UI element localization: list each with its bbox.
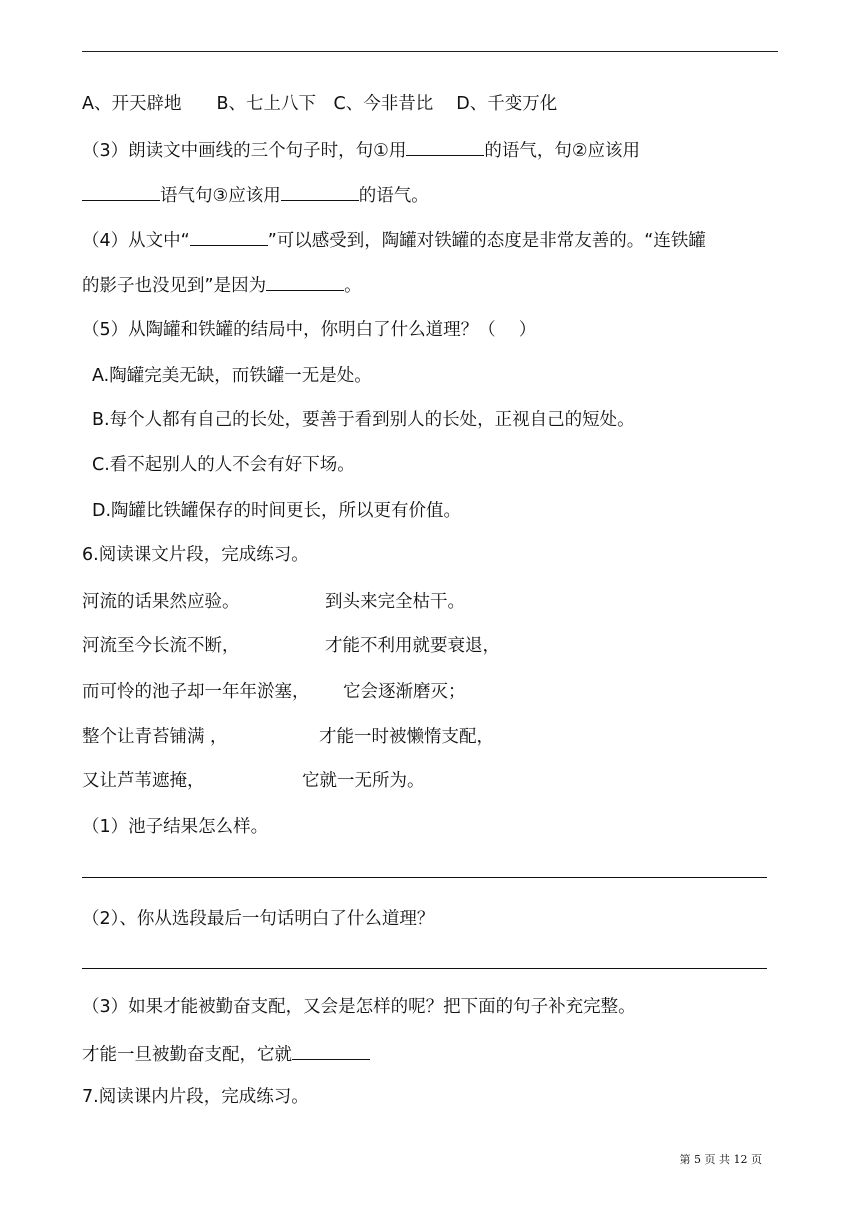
page-footer <box>0 1151 762 1167</box>
q4-blank-2[interactable] <box>266 272 344 291</box>
q4-suffix: 。 <box>344 276 362 296</box>
q3-line2 <box>82 182 429 208</box>
q3-blank-2[interactable] <box>82 182 160 201</box>
q5-option-b[interactable]: B.每个人都有自己的长处，要善于看到别人的长处，正视自己的短处。 <box>92 410 635 430</box>
q5-option-a[interactable]: A.陶罐完美无缺，而铁罐一无是处。 <box>92 366 372 386</box>
footer-mid2: 共 <box>719 1153 730 1166</box>
poem-left-2: 河流至今长流不断， <box>82 636 240 656</box>
q3-blank-3[interactable] <box>281 182 359 201</box>
q4-mid: ”可以感受到，陶罐对铁罐的态度是非常友善的。“连铁罐 <box>267 231 706 251</box>
poem-left-1: 河流的话果然应验。 <box>82 592 240 612</box>
q7-title: 7.阅读课内片段，完成练习。 <box>82 1087 309 1107</box>
header-rule <box>82 51 778 52</box>
q3-blank-1[interactable] <box>406 137 484 156</box>
q6-sub3-blank[interactable] <box>292 1041 370 1060</box>
footer-total: 12 <box>733 1153 748 1166</box>
q4-line2-prefix: 的影子也没见到”是因为 <box>82 276 267 296</box>
q5-stem: （5）从陶罐和铁罐的结局中，你明白了什么道理？（ ） <box>82 320 537 340</box>
q6-sub3: （3）如果才能被勤奋支配，又会是怎样的呢？把下面的句子补充完整。 <box>82 997 636 1017</box>
q4-blank-1[interactable] <box>190 227 268 246</box>
q3-suffix: 的语气。 <box>358 186 429 206</box>
poem-left-4: 整个让青苔铺满 ， <box>82 727 228 747</box>
q6-title: 6.阅读课文片段，完成练习。 <box>82 545 309 565</box>
footer-page: 5 <box>694 1153 701 1166</box>
q2-options: A、开天辟地 B、七上八下 C、今非昔比 D、千变万化 <box>82 94 558 114</box>
q4-line1 <box>82 227 706 253</box>
q6-sub1: （1）池子结果怎么样。 <box>82 817 269 837</box>
q6-sub3-fill-prefix: 才能一旦被勤奋支配，它就 <box>82 1045 292 1065</box>
poem-left-3: 而可怜的池子却一年年淤塞， <box>82 682 310 702</box>
footer-prefix: 第 <box>679 1153 691 1166</box>
q6-sub1-answer-line[interactable] <box>82 877 767 878</box>
q6-sub3-fill <box>82 1041 370 1067</box>
footer-mid1: 页 <box>704 1153 716 1166</box>
q5-option-d[interactable]: D.陶罐比铁罐保存的时间更长，所以更有价值。 <box>92 501 462 521</box>
poem-right-5: 它就一无所为。 <box>302 771 425 791</box>
q6-sub2: （2）、你从选段最后一句话明白了什么道理？ <box>82 909 435 929</box>
q5-option-c[interactable]: C.看不起别人的人不会有好下场。 <box>92 455 355 475</box>
poem-right-2: 才能不利用就要衰退， <box>325 636 500 656</box>
poem-left-5: 又让芦苇遮掩， <box>82 771 205 791</box>
footer-suffix: 页 <box>751 1153 762 1166</box>
poem-right-4: 才能一时被懒惰支配， <box>319 727 494 747</box>
q3-mid1: 的语气，句②应该用 <box>484 141 641 161</box>
q3-line1 <box>82 137 640 163</box>
q6-sub2-answer-line[interactable] <box>82 968 767 969</box>
poem-right-1: 到头来完全枯干。 <box>325 592 465 612</box>
q3-prefix: （3）朗读文中画线的三个句子时，句①用 <box>82 141 407 161</box>
q4-prefix: （4）从文中“ <box>82 231 190 251</box>
q3-mid2: 语气句③应该用 <box>160 186 281 206</box>
q4-line2 <box>82 272 362 298</box>
poem-right-3: 它会逐渐磨灭； <box>343 682 466 702</box>
